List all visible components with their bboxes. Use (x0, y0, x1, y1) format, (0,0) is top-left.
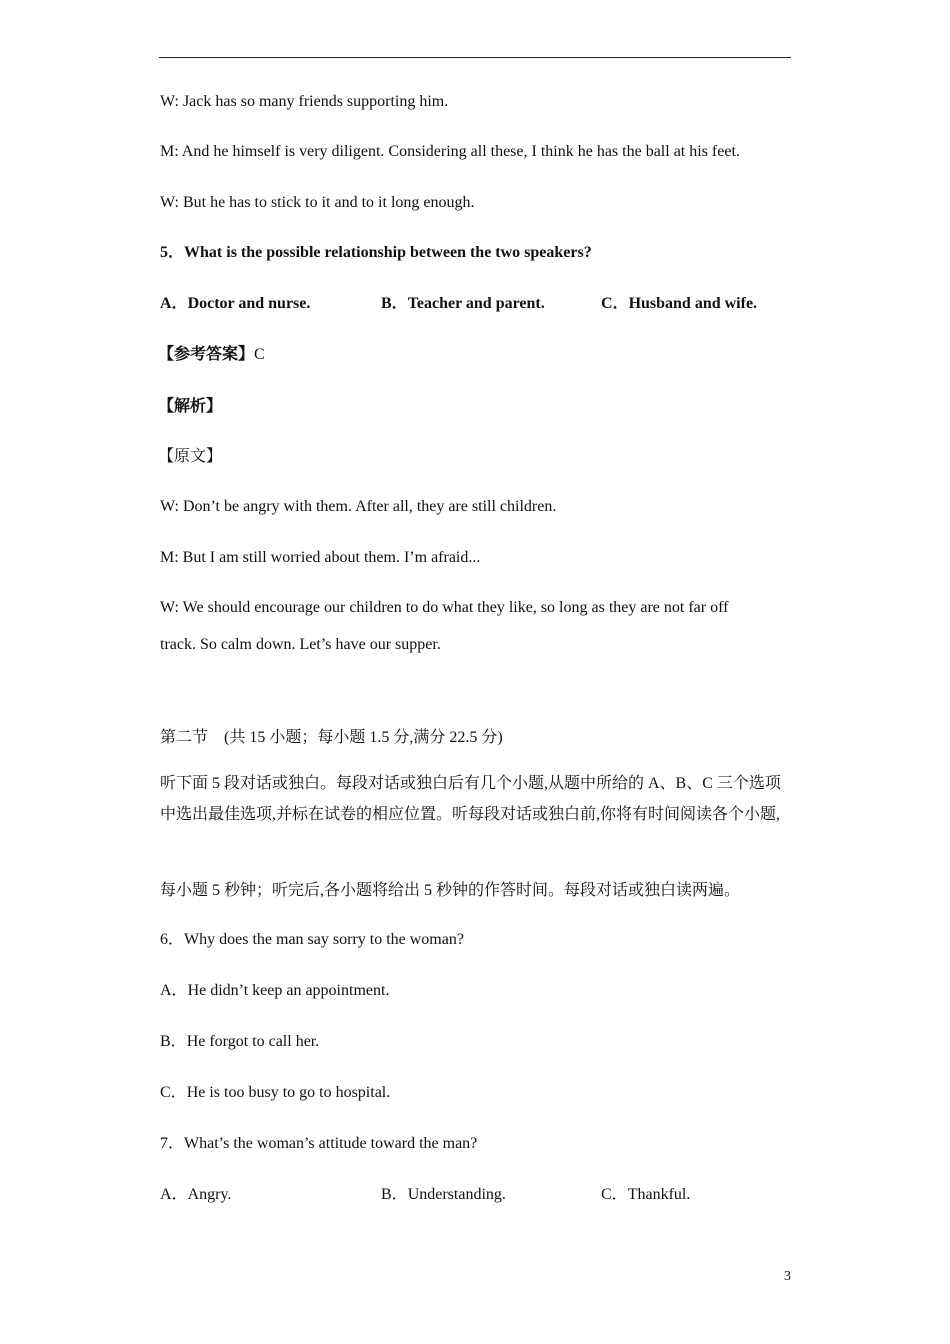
section-instruction: 听下面 5 段对话或独白。每段对话或独白后有几个小题,从题中所给的 A、B、C 三个选项中选出最佳选项,并标在试卷的相应位置。听每段对话或独白前,你将有时间阅读各个小题, (160, 775, 781, 823)
header-rule (159, 57, 791, 58)
option-text: Husband and wife. (628, 295, 758, 312)
option-text: Angry. (187, 1186, 232, 1203)
q5-option-a (160, 294, 310, 314)
q7-option-a (160, 1185, 231, 1205)
transcript-line-2: M: But I am still worried about them. I’m afraid... (160, 549, 481, 566)
question-5-number: 5． (160, 244, 185, 261)
transcript-line-1: W: Don’t be angry with them. After all, they are still children. (160, 498, 557, 515)
option-text: He didn’t keep an appointment. (187, 982, 390, 999)
original-text-label: 【原文】 (158, 448, 223, 465)
dialogue-line-2: M: And he himself is very diligent. Considering all these, I think he has the ball at his feet. (160, 143, 740, 160)
dialogue-line-1: W: Jack has so many friends supporting him. (160, 93, 449, 110)
option-text: He forgot to call her. (186, 1033, 320, 1050)
section-heading: 第二节 (共 15 小题；每小题 1.5 分,满分 22.5 分) (160, 729, 503, 746)
question-7-number: 7． (160, 1135, 185, 1152)
q7-option-b (381, 1185, 506, 1205)
question-6 (160, 930, 464, 950)
option-text: Doctor and nurse. (187, 295, 311, 312)
option-letter: B． (381, 1186, 408, 1203)
question-5-text: What is the possible relationship between the two speakers? (184, 244, 592, 261)
analysis-label: 【解析】 (158, 398, 223, 415)
option-letter: C． (601, 1186, 628, 1203)
dialogue-line-3: W: But he has to stick to it and to it long enough. (160, 194, 475, 211)
page-number: 3 (784, 1269, 791, 1284)
q5-option-c (601, 294, 757, 314)
option-letter: A． (160, 295, 188, 312)
transcript-line-3: W: We should encourage our children to do what they like, so long as they are not far off (160, 599, 729, 616)
q6-option-c (160, 1083, 390, 1103)
option-letter: A． (160, 1186, 188, 1203)
transcript-line-4: track. So calm down. Let’s have our supper. (160, 636, 441, 653)
option-letter: C． (601, 295, 629, 312)
q6-option-a (160, 981, 389, 1001)
option-text: Teacher and parent. (407, 295, 545, 312)
q6-option-b (160, 1032, 319, 1052)
option-text: Thankful. (627, 1186, 691, 1203)
option-text: He is too busy to go to hospital. (186, 1084, 391, 1101)
question-7 (160, 1134, 477, 1154)
option-text: Understanding. (407, 1186, 506, 1203)
answer-label: 【参考答案】 (158, 346, 255, 363)
answer-value: C (254, 346, 265, 363)
q7-option-c (601, 1185, 690, 1205)
option-letter: B． (381, 295, 408, 312)
option-letter: C． (160, 1084, 187, 1101)
option-letter: B． (160, 1033, 187, 1050)
section-instruction-2: 每小题 5 秒钟；听完后,各小题将给出 5 秒钟的作答时间。每段对话或独白读两遍。 (160, 882, 741, 899)
question-6-number: 6． (160, 931, 185, 948)
question-5 (160, 243, 592, 263)
question-6-text: Why does the man say sorry to the woman? (184, 931, 464, 948)
answer-line (158, 345, 265, 365)
q5-option-b (381, 294, 545, 314)
question-7-text: What’s the woman’s attitude toward the man? (184, 1135, 478, 1152)
option-letter: A． (160, 982, 188, 999)
